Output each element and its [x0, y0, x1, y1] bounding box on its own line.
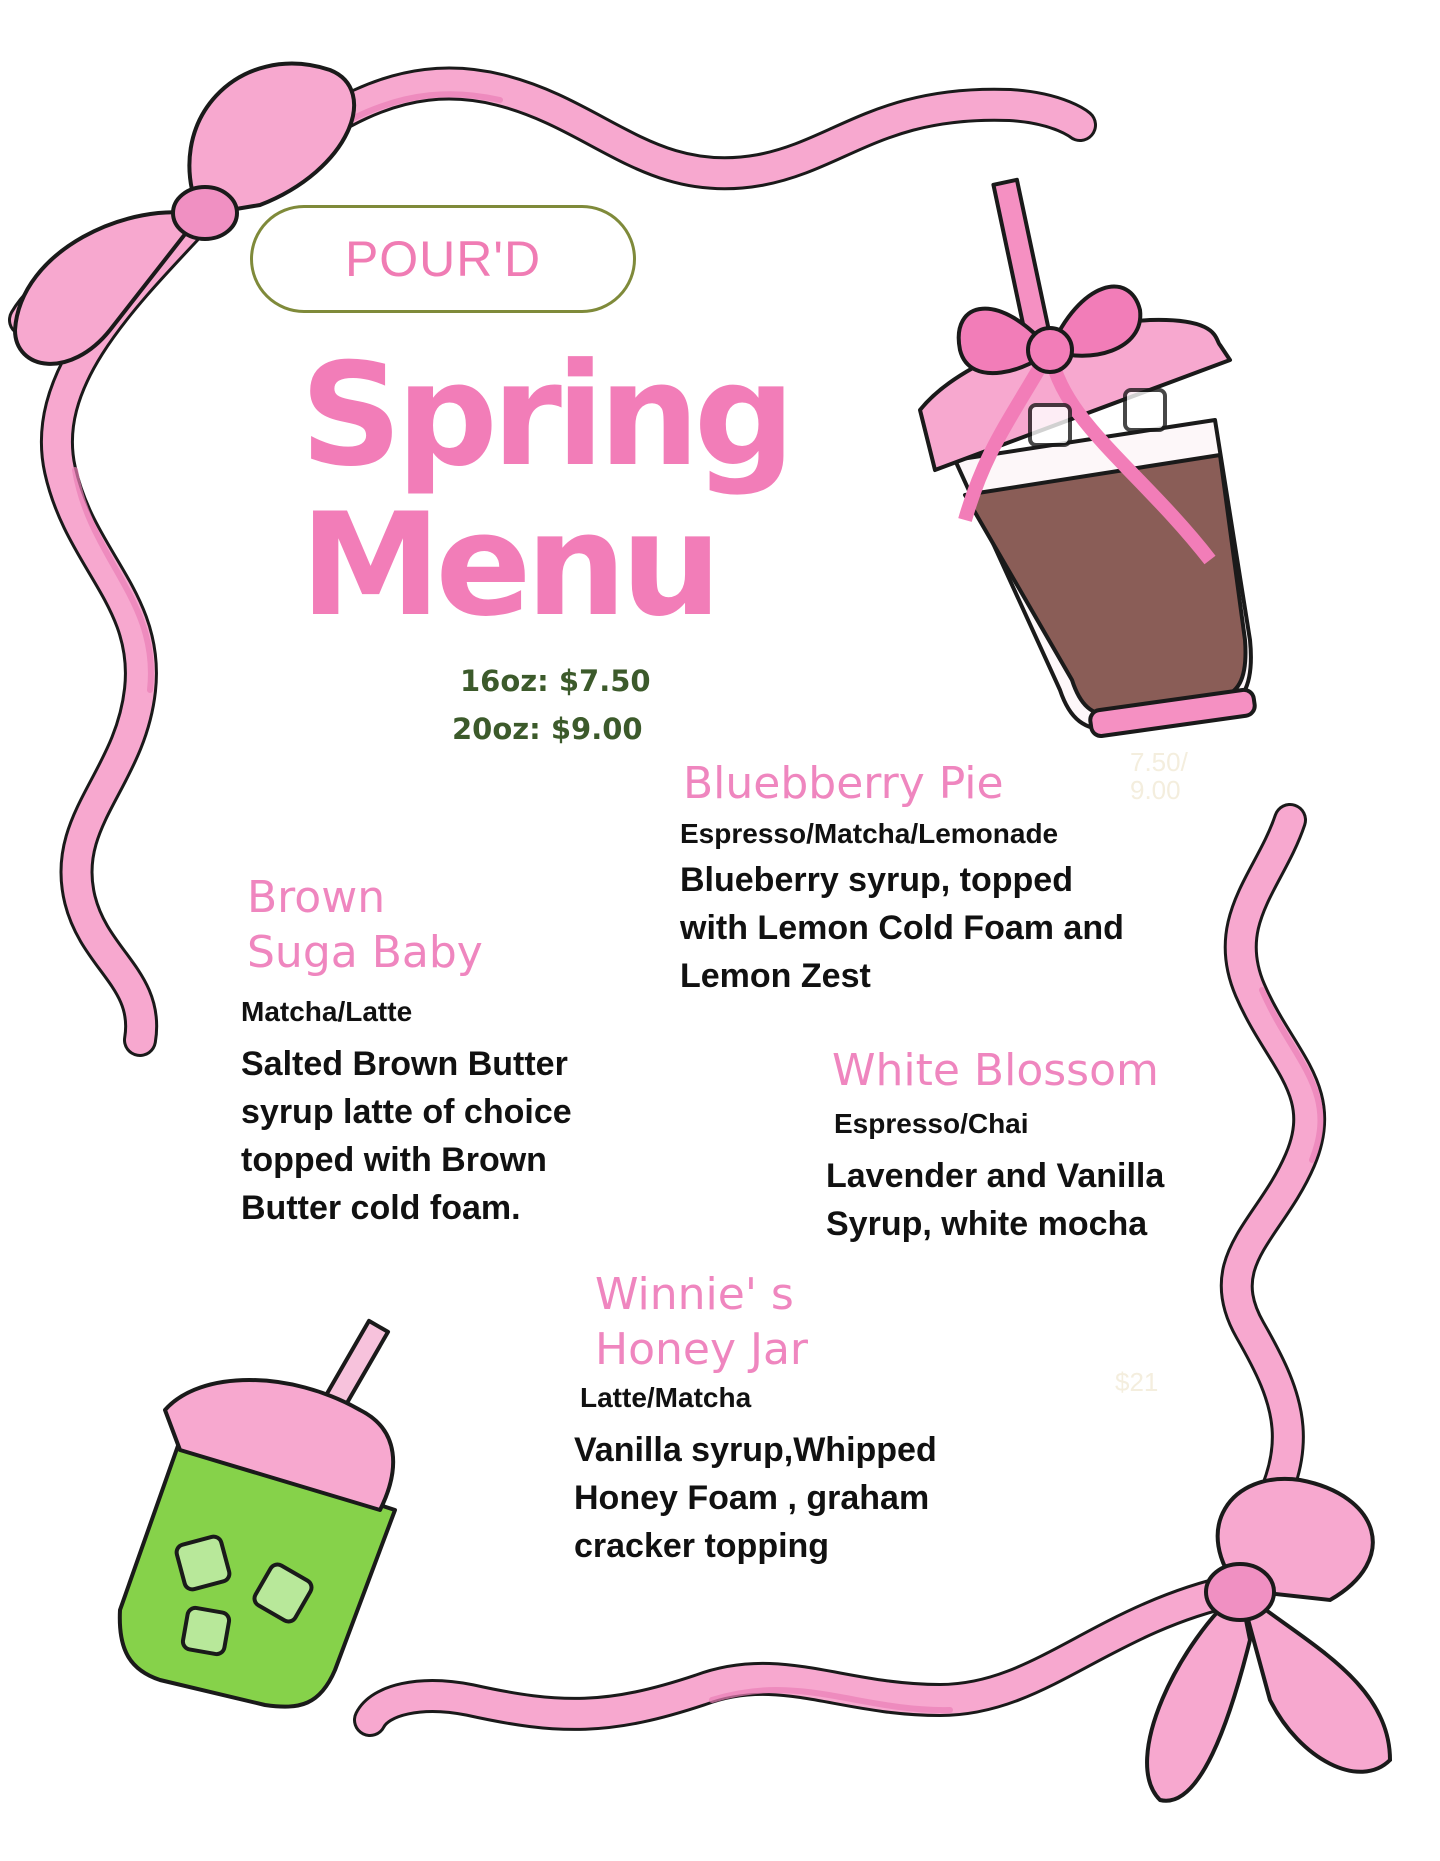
brand-name: POUR'D	[344, 231, 542, 287]
brand-logo-pill	[250, 205, 636, 313]
faded-price-note-2: $21	[1115, 1367, 1159, 1397]
faded-price-note: 7.50/ 9.00	[1130, 747, 1188, 805]
item-options-bluebberry-pie: Espresso/Matcha/Lemonade	[680, 818, 1059, 849]
item-name-white-blossom: White Blossom	[832, 1045, 1159, 1096]
price-20oz: 20oz: $9.00	[452, 712, 643, 746]
item-options-winnies-honey-jar: Latte/Matcha	[580, 1382, 752, 1413]
item-description-winnies-honey-jar: Vanilla syrup,Whipped Honey Foam , graham cracker topping	[574, 1431, 937, 1565]
item-name-winnies-honey-jar: Winnie' s Honey Jar	[595, 1269, 809, 1375]
page-title-line-1: Spring	[300, 333, 790, 498]
item-description-bluebberry-pie: Blueberry syrup, topped with Lemon Cold Foam and Lemon Zest	[680, 861, 1124, 995]
item-name-bluebberry-pie: Bluebberry Pie	[683, 758, 1004, 809]
item-description-brown-suga-baby: Salted Brown Butter syrup latte of choice topped with Brown Butter cold foam.	[241, 1045, 572, 1227]
item-options-brown-suga-baby: Matcha/Latte	[241, 996, 413, 1027]
item-options-white-blossom: Espresso/Chai	[834, 1108, 1029, 1139]
page-title-line-2: Menu	[300, 483, 716, 648]
item-description-white-blossom: Lavender and Vanilla Syrup, white mocha	[826, 1157, 1165, 1243]
price-16oz: 16oz: $7.50	[460, 664, 651, 698]
item-name-brown-suga-baby: Brown Suga Baby	[247, 872, 483, 978]
